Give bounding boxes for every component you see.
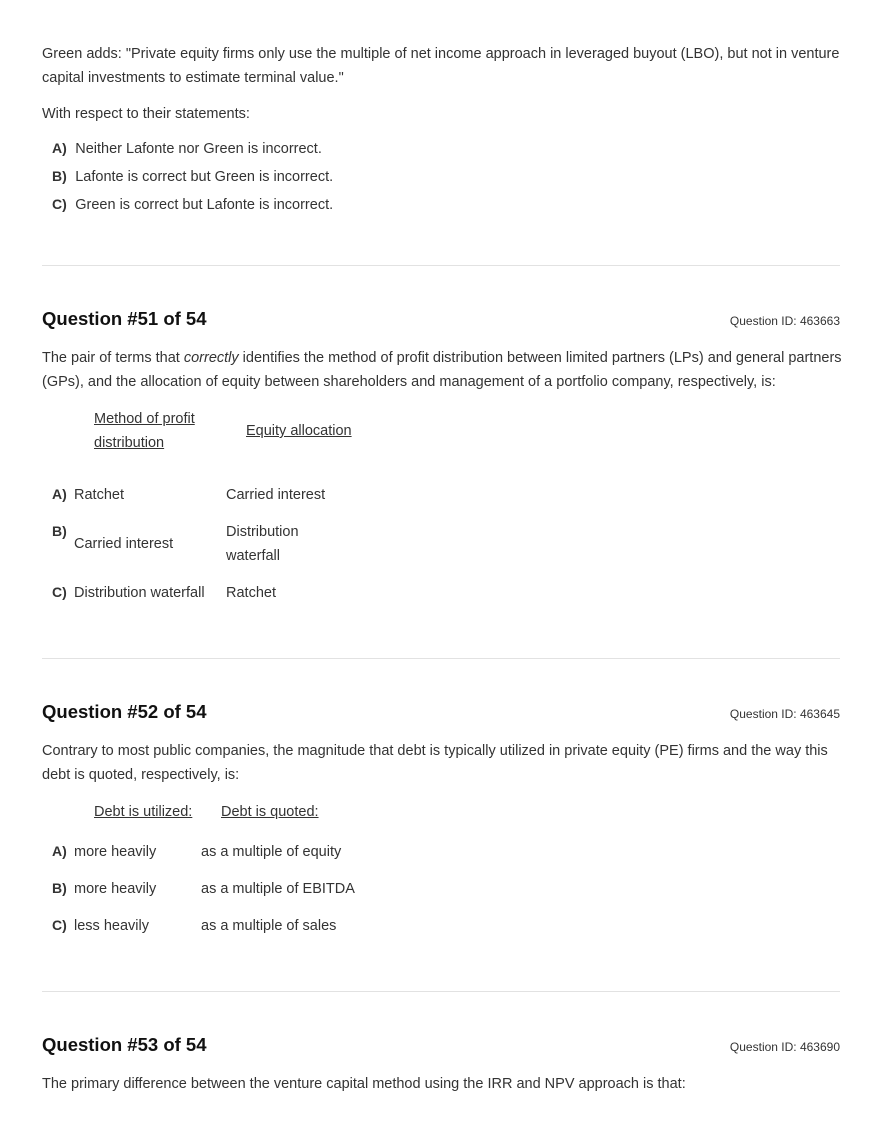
column-header-method-of-profit-distribution: Method of profit distribution (94, 411, 195, 451)
question-52-title: Question #52 of 54 (42, 701, 207, 722)
option-text: Lafonte is correct but Green is incorrect. (75, 169, 334, 185)
option-letter: B) (52, 523, 67, 539)
option-letter: C) (52, 917, 67, 933)
option-col2: Ratchet (226, 585, 276, 601)
emphasis-correctly: correctly (183, 350, 239, 366)
question-50-prompt: With respect to their statements: (42, 106, 250, 122)
option-col2: as a multiple of EBITDA (201, 881, 355, 897)
question-50-green-statement: Green adds: "Private equity firms only use the multiple of net income approach in leveraged buyout (LBO), but not in venture capital investments to estimate terminal value." (42, 46, 840, 86)
column-header-debt-quoted: Debt is quoted: (221, 804, 319, 820)
option-col1: less heavily (74, 918, 149, 934)
option-letter: C) (52, 196, 67, 212)
option-col1: more heavily (74, 881, 157, 897)
option-col1: Ratchet (74, 487, 124, 503)
answer-option-c[interactable] (52, 196, 333, 214)
question-53-id: Question ID: 463690 (729, 1040, 840, 1054)
answer-option-b[interactable] (52, 168, 333, 186)
divider (42, 991, 840, 992)
question-52-id: Question ID: 463645 (729, 707, 840, 721)
option-col2: Carried interest (226, 487, 326, 503)
question-52-stem: Contrary to most public companies, the magnitude that debt is typically utilized in private equity (PE) firms and the way this debt is quoted, respectively, is: (42, 743, 828, 783)
question-51-title: Question #51 of 54 (42, 308, 207, 329)
option-letter: C) (52, 584, 67, 600)
option-text: Neither Lafonte nor Green is incorrect. (75, 141, 322, 157)
option-col1: Distribution waterfall (74, 585, 205, 601)
question-51-id: Question ID: 463663 (729, 314, 840, 328)
option-col1: Carried interest (74, 536, 174, 552)
option-col2: as a multiple of sales (201, 918, 337, 934)
question-53-title: Question #53 of 54 (42, 1034, 207, 1055)
divider (42, 658, 840, 659)
option-letter: A) (52, 140, 67, 156)
answer-option-a[interactable] (52, 140, 322, 158)
option-col2: as a multiple of equity (201, 844, 342, 860)
question-53-stem: The primary difference between the venture capital method using the IRR and NPV approach is that: (42, 1076, 686, 1092)
column-header-equity-allocation: Equity allocation (246, 423, 352, 439)
option-letter: A) (52, 843, 67, 859)
option-letter: A) (52, 486, 67, 502)
question-51-stem: The pair of terms that correctly identifies the method of profit distribution between limited partners (LPs) and general partners (GPs), and the allocation of equity between shareholders and management of a portfolio company, respectively, is: (42, 350, 842, 390)
option-text: Green is correct but Lafonte is incorrect. (75, 197, 334, 213)
option-letter: B) (52, 168, 67, 184)
divider (42, 265, 840, 266)
option-col1: more heavily (74, 844, 157, 860)
option-letter: B) (52, 880, 67, 896)
column-header-debt-utilized: Debt is utilized: (94, 804, 193, 820)
option-col2: Distribution waterfall (226, 524, 299, 564)
